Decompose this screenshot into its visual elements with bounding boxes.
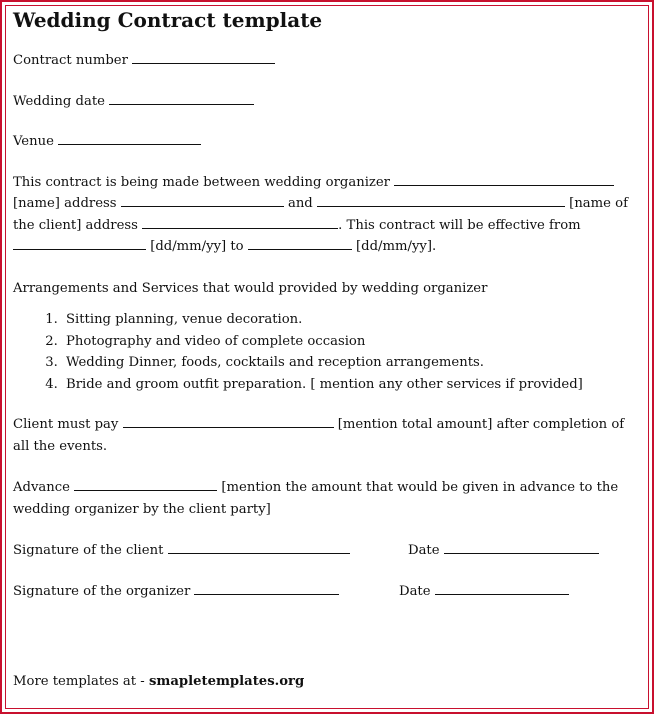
wedding-date-row xyxy=(13,91,639,113)
list-item: 4. Bride and groom outfit preparation. [ mention any other services if provided] xyxy=(62,374,639,396)
organizer-date-field xyxy=(399,581,569,603)
effective-from-text: . This contract will be effective from xyxy=(338,217,581,233)
client-signature-field xyxy=(13,540,350,562)
footer xyxy=(13,671,304,693)
advance-amount-blank[interactable] xyxy=(74,478,217,491)
organizer-date-label: Date xyxy=(399,584,431,599)
organizer-signature-blank[interactable] xyxy=(194,582,339,595)
services-list xyxy=(13,309,639,395)
footer-text: More templates at - xyxy=(13,674,149,689)
organizer-name-blank[interactable] xyxy=(394,173,614,186)
list-item: 2. Photography and video of complete occasion xyxy=(62,331,639,353)
contract-parties-paragraph xyxy=(13,172,639,258)
organizer-signature-label: Signature of the organizer xyxy=(13,584,191,599)
advance-note: [mention the amount that would be given in advance to the wedding organizer by the client party] xyxy=(13,480,619,517)
total-amount-blank[interactable] xyxy=(123,415,334,428)
organizer-signature-row xyxy=(13,581,639,603)
contract-intro-text: This contract is being made between wedding organizer xyxy=(13,174,390,190)
client-date-label: Date xyxy=(408,543,440,558)
start-date-format: [dd/mm/yy] to xyxy=(150,239,244,254)
organizer-address-blank[interactable] xyxy=(121,194,284,207)
payment-paragraph xyxy=(13,414,639,457)
client-address-blank[interactable] xyxy=(142,216,338,229)
client-signature-blank[interactable] xyxy=(168,541,350,554)
end-date-blank[interactable] xyxy=(248,237,352,250)
client-date-field xyxy=(408,540,599,562)
and-text: and xyxy=(287,196,313,211)
contract-number-row xyxy=(13,50,639,72)
client-signature-label: Signature of the client xyxy=(13,543,164,558)
client-signature-row xyxy=(13,540,639,562)
start-date-blank[interactable] xyxy=(13,237,146,250)
list-item: 3. Wedding Dinner, foods, cocktails and reception arrangements. xyxy=(62,352,639,374)
contract-number-blank[interactable] xyxy=(132,51,275,64)
end-date-format: [dd/mm/yy]. xyxy=(356,239,437,254)
organizer-signature-field xyxy=(13,581,339,603)
document-title: Wedding Contract template xyxy=(13,8,323,32)
client-date-blank[interactable] xyxy=(444,541,599,554)
organizer-address-label: [name] address xyxy=(13,196,117,211)
payment-label: Client must pay xyxy=(13,417,119,432)
venue-blank[interactable] xyxy=(58,132,201,145)
client-name-blank[interactable] xyxy=(317,194,565,207)
venue-label: Venue xyxy=(13,134,54,149)
wedding-date-blank[interactable] xyxy=(109,92,254,105)
payment-note: [mention total amount] after completion of all the events. xyxy=(13,417,625,454)
client-address-label: [name of the client] address xyxy=(13,196,628,233)
arrangements-intro: Arrangements and Services that would provided by wedding organizer xyxy=(13,280,488,296)
advance-paragraph xyxy=(13,477,639,520)
contract-number-label: Contract number xyxy=(13,53,128,68)
advance-label: Advance xyxy=(13,480,70,495)
organizer-date-blank[interactable] xyxy=(435,582,569,595)
footer-site-link[interactable]: smapletemplates.org xyxy=(148,674,305,689)
list-item: 1. Sitting planning, venue decoration. xyxy=(62,309,639,331)
venue-row xyxy=(13,131,639,153)
contract-document xyxy=(13,6,639,689)
wedding-date-label: Wedding date xyxy=(13,93,105,109)
